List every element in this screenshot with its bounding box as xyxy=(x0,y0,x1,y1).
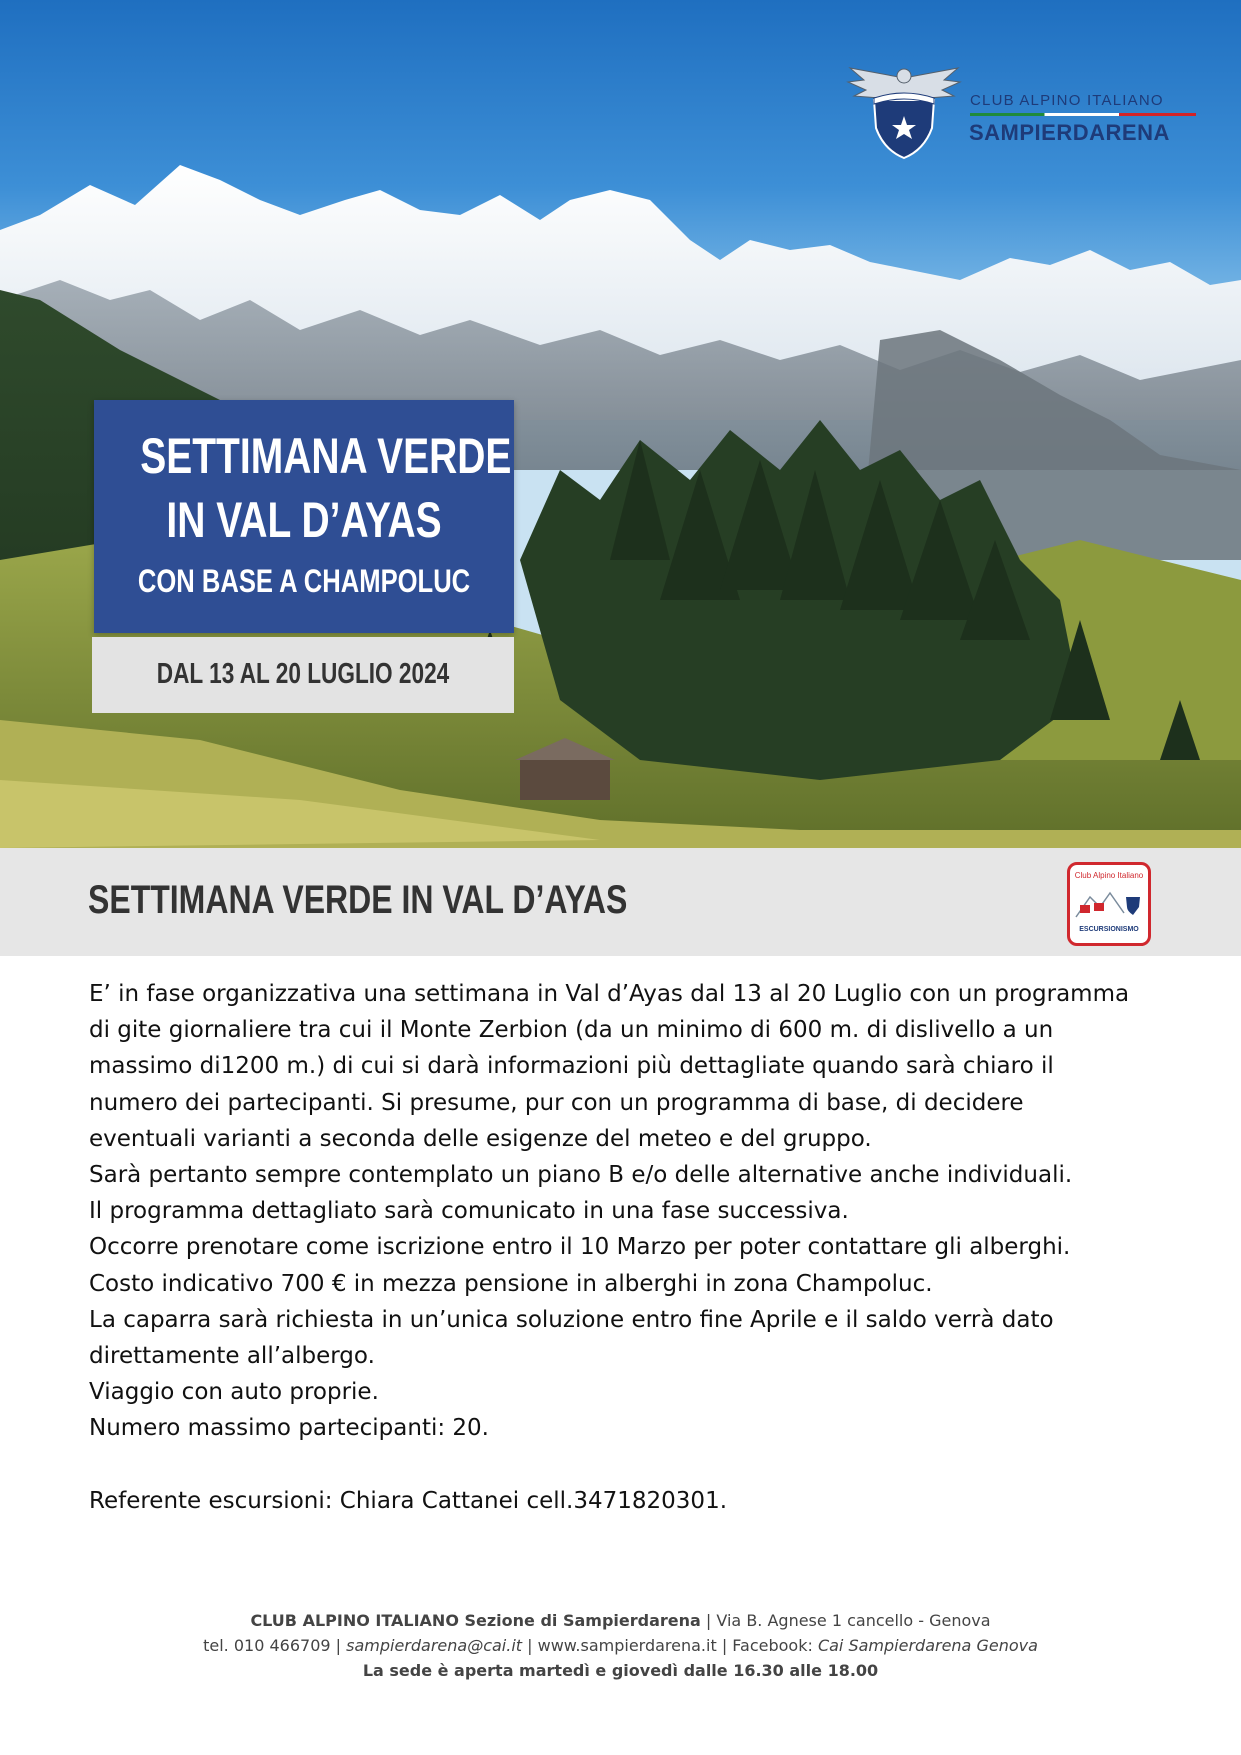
body-line: massimo di1200 m.) di cui si darà informazioni più dettagliate quando sarà chiaro il xyxy=(89,1053,1054,1080)
event-description xyxy=(89,976,1169,1519)
body-line: eventuali varianti a seconda delle esigenze del meteo e del gruppo. xyxy=(89,1125,872,1152)
body-line: numero dei partecipanti. Si presume, pur con un programma di base, di decidere xyxy=(89,1089,1024,1116)
body-line: Costo indicativo 700 € in mezza pensione in alberghi in zona Champoluc. xyxy=(89,1270,933,1297)
footer-email[interactable]: sampierdarena@cai.it xyxy=(346,1636,523,1655)
cai-eagle-emblem-icon xyxy=(840,58,968,164)
footer-line3 xyxy=(0,1658,1241,1683)
mountain-flag-icon xyxy=(1070,883,1148,923)
footer-address: | Via B. Agnese 1 cancello - Genova xyxy=(700,1611,991,1630)
section-heading: SETTIMANA VERDE IN VAL D’AYAS xyxy=(88,878,628,922)
logo-line1: CLUB ALPINO ITALIANO xyxy=(970,92,1164,109)
logo-line2: SAMPIERDARENA xyxy=(969,120,1170,145)
body-line: Occorre prenotare come iscrizione entro il 10 Marzo per poter contattare gli alberghi. xyxy=(89,1234,1071,1261)
footer-tel: tel. 010 466709 | xyxy=(203,1636,347,1655)
footer xyxy=(0,1608,1241,1683)
body-line: La caparra sarà richiesta in un’unica soluzione entro fine Aprile e il saldo verrà dato xyxy=(89,1306,1054,1333)
footer-org: CLUB ALPINO ITALIANO Sezione di Sampierdarena xyxy=(250,1611,701,1630)
footer-web[interactable]: | www.sampierdarena.it | Facebook: xyxy=(522,1636,818,1655)
footer-line2 xyxy=(0,1633,1241,1658)
body-line: di gite giornaliere tra cui il Monte Zerbion (da un minimo di 600 m. di dislivello a un xyxy=(89,1017,1054,1044)
body-line: Il programma dettagliato sarà comunicato in una fase successiva. xyxy=(89,1198,849,1225)
section-header xyxy=(0,848,1241,956)
body-line: Viaggio con auto proprie. xyxy=(89,1379,379,1406)
title-box xyxy=(94,400,514,633)
title-line1: SETTIMANA VERDE xyxy=(140,428,512,484)
event-dates: DAL 13 AL 20 LUGLIO 2024 xyxy=(156,658,450,690)
body-line: direttamente all’albergo. xyxy=(89,1343,375,1370)
date-box xyxy=(92,637,514,713)
logo-tricolor-rule xyxy=(970,113,1196,116)
title-line3: CON BASE A CHAMPOLUC xyxy=(137,563,471,599)
escursionismo-badge xyxy=(1067,862,1151,946)
badge-bottom-text: ESCURSIONISMO xyxy=(1079,926,1139,933)
body-line: E’ in fase organizzativa una settimana in Val d’Ayas dal 13 al 20 Luglio con un programma xyxy=(89,981,1130,1007)
badge-top-text: Club Alpino Italiano xyxy=(1074,871,1144,880)
hero-image xyxy=(0,0,1241,848)
body-line: Numero massimo partecipanti: 20. xyxy=(89,1415,489,1442)
footer-line1 xyxy=(0,1608,1241,1633)
contact-line: Referente escursioni: Chiara Cattanei cell.3471820301. xyxy=(89,1487,728,1514)
body-line: Sarà pertanto sempre contemplato un piano B e/o delle alternative anche individuali. xyxy=(89,1162,1073,1189)
cai-sampierdarena-logo xyxy=(840,58,1200,168)
title-line2: IN VAL D’AYAS xyxy=(166,492,442,548)
footer-hours: La sede è aperta martedì e giovedì dalle 16.30 alle 18.00 xyxy=(362,1661,879,1680)
footer-facebook[interactable]: Cai Sampierdarena Genova xyxy=(817,1636,1038,1655)
